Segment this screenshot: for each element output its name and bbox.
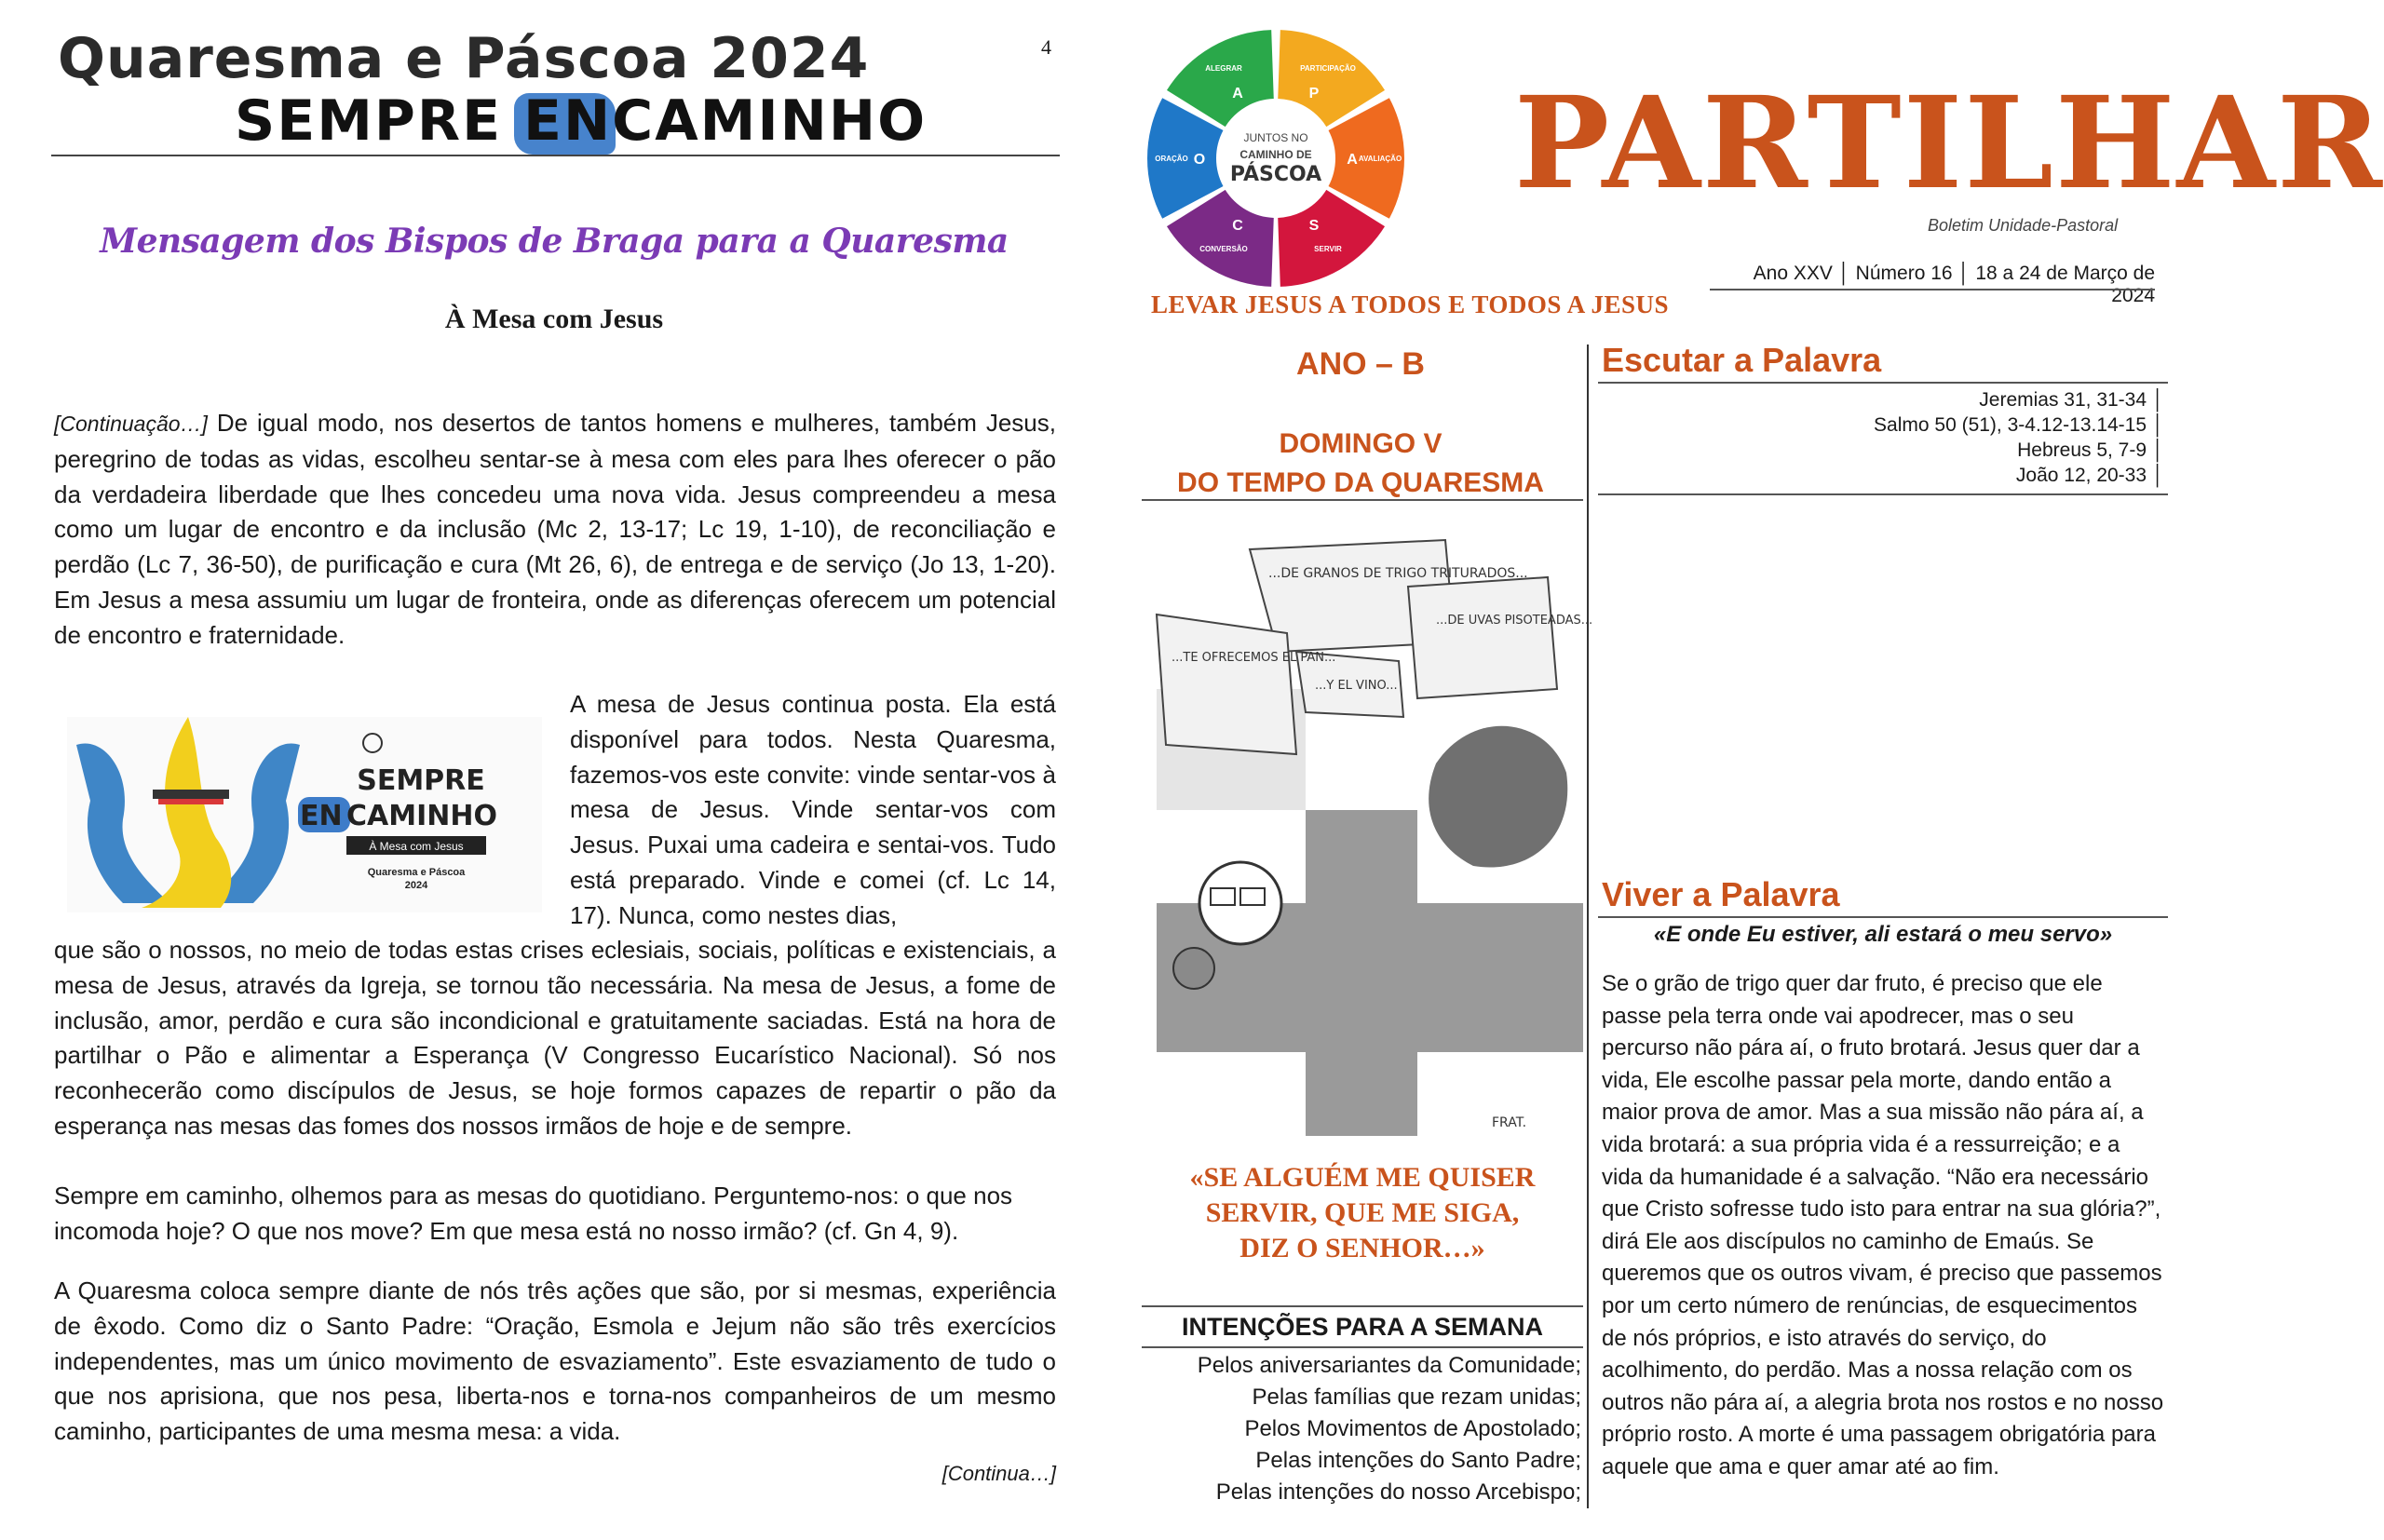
article-paragraph-2: A mesa de Jesus continua posta. Ela está disponível para todos. Nesta Quaresma, fazemos-vos este convite: vinde sentar-vos à mesa de Jesus. Vinde sentar-vos com Jesus. Puxai uma cadeira e sentai-vos. Tudo está preparado. Vinde e comei (cf. Lc 14, 17). Nunca, como nestes dias, (570, 690, 1056, 929)
bubble-text-4: ...Y EL VINO... (1315, 679, 1398, 693)
gospel-quote-line-1: «SE ALGUÉM ME QUISER (1189, 1162, 1536, 1193)
issue-rule (1710, 289, 2155, 290)
wheel-label-5: ORAÇÃO (1155, 155, 1188, 163)
promo-seal (363, 734, 382, 752)
blue-figure-left (76, 743, 169, 903)
rule (1142, 499, 1583, 501)
continued-note: [Continua…] (941, 1462, 1056, 1485)
sunday-title-2: DO TEMPO DA QUARESMA (1177, 467, 1544, 498)
rule (1142, 1346, 1583, 1348)
rule (1598, 916, 2168, 918)
partilhar-brand: PARTILHAR (1514, 69, 2384, 218)
intentions-heading: INTENÇÕES PARA A SEMANA (1181, 1313, 1544, 1341)
wheel-label-6: ALEGRAR (1205, 64, 1242, 74)
reading-item: Salmo 50 (51), 3-4.12-13.14-15 │ (1874, 414, 2164, 436)
gospel-quote (1142, 1160, 1583, 1266)
wheel-graphic (1144, 26, 1408, 290)
bubble-text-1: ...DE GRANOS DE TRIGO TRITURADOS... (1268, 566, 1528, 581)
escutar-heading: Escutar a Palavra (1602, 341, 1882, 379)
article-paragraph-1-text: De igual modo, nos desertos de tantos homens e mulheres, também Jesus, peregrino de todas as vidas, escolheu sentar-se à mesa com eles para lhes oferecer o pão da verdadeira liberdade que lhes concedeu uma nova vida. Jesus compreendeu a mesa como um lugar de encontro e da inclusão (Mc 2, 13-17; Lc 19, 1-10), de reconciliação e perdão (Lc 7, 36-50), de purificação e cura (Mt 26, 6), de entrega e de serviço (Jo 13, 1-20). Em Jesus a mesa assumiu um lugar de fronteira, onde as diferenças oferecem um potencial de encontro e fraternidade. (54, 409, 1056, 649)
sunday-title (1142, 425, 1579, 503)
viver-text: Se o grão de trigo quer dar fruto, é preciso que ele passe pela terra onde vai apodrecer, mas o seu percurso não pára aí, o fruto brotará. Jesus quer dar a vida, Ele escolhe passar pela morte, dando então a maior prova de amor. Mas a sua missão não pára aí, a vida brotará: a sua própria vida é a ressurreição; e a vida da humanidade é a salvação. “Não era necessário que Cristo sofresse tudo isto para entrar na sua glória?”, dirá Ele aos discípulos no caminho de Emaús. Se queremos que os outros vivam, é preciso que passemos por um certo número de renúncias, de esquecimentos de nós próprios, e isto através do serviço, do acolhimento, do perdão. Mas a nossa relação com os outros não pára aí, a alegria brota nos rostos e no nosso próprio rosto. A morte é uma passagem obrigatória para aquele que ama e quer amar até ao fim. (1602, 971, 2164, 1479)
campaign-subtitle (235, 89, 927, 153)
promo-title-b: CAMINHO (346, 800, 497, 832)
intention-item: Pelas famílias que rezam unidas; (1252, 1385, 1581, 1410)
wheel-center-mid: CAMINHO DE (1239, 148, 1312, 161)
speech-bubble-3 (1157, 615, 1296, 754)
wheel-letter-6: A (1232, 85, 1243, 101)
gospel-quote-line-3: DIZ O SENHOR…» (1239, 1233, 1485, 1263)
yellow-flame (142, 717, 231, 908)
viver-heading: Viver a Palavra (1602, 875, 1840, 913)
wheel-label-3: SERVIR (1314, 244, 1342, 253)
cartoon-signature: FRAT. (1492, 1115, 1527, 1130)
article-paragraph-4: Sempre em caminho, olhemos para as mesas do quotidiano. Perguntemo-nos: o que nos incomoda hoje? O que nos move? Em que mesa está no nosso irmão? (cf. Gn 4, 9). (54, 1182, 1013, 1245)
wheel-center-big: PÁSCOA (1229, 163, 1322, 186)
sunday-title-1: DOMINGO V (1279, 428, 1443, 459)
bubble-text-3: ...TE OFRECEMOS EL PAN... (1172, 651, 1336, 665)
promo-title-en: EN (300, 800, 343, 832)
reading-item: Jeremias 31, 31-34 │ (1979, 389, 2164, 411)
promo-image (67, 717, 542, 912)
promo-illustration (67, 717, 542, 912)
issue-info: Ano XXV │ Número 16 │ 18 a 24 de Março de 2024 (1753, 263, 2155, 306)
article-paragraph-3: que são o nossos, no meio de todas estas crises eclesiais, sociais, políticas e existenciais, a mesa de Jesus, através da Igreja, se tornou tão necessária. Na mesa de Jesus, a fome de inclusão, amor, perdão e cura são incondicional e gratuitamente saciadas. Está na hora de partilhar o Pão e alimentar a Esperança (V Congresso Eucarístico Nacional). Só nos reconhecerão como discípulos de Jesus, se hoje formos capazes de repartir o pão da esperança nas mesas das fomes dos nossos irmãos de hoje e de sempre. (54, 936, 1056, 1140)
readings-list (1598, 387, 2164, 488)
wheel-letter-4: C (1232, 218, 1243, 235)
promo-ribbon: À Mesa com Jesus (369, 840, 464, 853)
intention-item: Pelos Movimentos de Apostolado; (1244, 1416, 1581, 1441)
wheel-letter-3: S (1308, 218, 1320, 235)
cartoon-illustration (1138, 531, 1593, 1145)
intention-item: Pelos aniversariantes da Comunidade; (1197, 1353, 1581, 1378)
wheel-letter-5: O (1193, 152, 1206, 168)
article-heading: Mensagem dos Bispos de Braga para a Quaresma (100, 222, 1009, 261)
rule (1142, 1305, 1583, 1307)
promo-footer: Quaresma e Páscoa (367, 867, 466, 878)
promo-year: 2024 (404, 880, 428, 891)
promo-table (153, 790, 229, 799)
pascoa-wheel-logo (1144, 26, 1408, 290)
intentions-list (1142, 1350, 1581, 1508)
wheel-label-4: CONVERSÃO (1199, 244, 1248, 253)
campaign-subtitle-a: SEMPRE (235, 88, 523, 154)
article-paragraph-1 (54, 406, 1056, 654)
host-bread (1173, 948, 1214, 989)
article-paragraph-5: A Quaresma coloca sempre diante de nós três ações que são, por si mesmas, experiência de êxodo. Como diz o Santo Padre: “Oração, Esmola e Jejum não são três exercícios independentes, mas um único movimento de esvaziamento”. Este esvaziamento de tudo o que nos aprisiona, que nos pesa, liberta-nos e torna-nos companheiros de um mesmo caminho, participantes de uma mesma mesa: a vida. (54, 1277, 1056, 1446)
promo-title-a: SEMPRE (357, 764, 485, 797)
wheel-letter-2: A (1347, 152, 1358, 168)
wheel-center-top: JUNTOS NO (1243, 131, 1308, 144)
header-rule (51, 155, 1060, 156)
brand-subtitle: Boletim Unidade-Pastoral (1928, 216, 2119, 235)
bubble-text-2: ...DE UVAS PISOTEADAS... (1436, 614, 1593, 628)
promo-table-cloth (158, 799, 224, 804)
campaign-subtitle-en: EN (522, 88, 613, 154)
column-divider (1587, 344, 1589, 1508)
viver-quote: «E onde Eu estiver, ali estará o meu servo» (1653, 922, 2113, 947)
reading-item: João 12, 20-33 │ (2015, 465, 2164, 486)
rule (1598, 382, 2168, 384)
page-number: 4 (1041, 35, 1051, 59)
intention-item: Pelas intenções do Santo Padre; (1255, 1448, 1581, 1473)
motto: LEVAR JESUS A TODOS E TODOS A JESUS (1151, 290, 1670, 318)
rule (1598, 493, 2168, 495)
campaign-title: Quaresma e Páscoa 2024 (58, 26, 870, 91)
liturgical-year: ANO – B (1296, 346, 1425, 382)
wheel-letter-1: P (1308, 85, 1320, 101)
continuation-lead: [Continuação…] (54, 412, 208, 436)
wheel-label-1: PARTICIPAÇÃO (1300, 64, 1356, 74)
wheel-label-2: AVALIAÇÃO (1358, 155, 1402, 163)
campaign-subtitle-b: CAMINHO (612, 88, 928, 154)
article-subheading: À Mesa com Jesus (444, 304, 664, 334)
intention-item: Pelas intenções do nosso Arcebispo; (1215, 1479, 1581, 1505)
cartoon-svg (1138, 531, 1593, 1145)
reading-item: Hebreus 5, 7-9 │ (2017, 439, 2164, 461)
speech-bubble-2 (1408, 577, 1557, 698)
gospel-quote-line-2: SERVIR, QUE ME SIGA, (1205, 1197, 1520, 1228)
